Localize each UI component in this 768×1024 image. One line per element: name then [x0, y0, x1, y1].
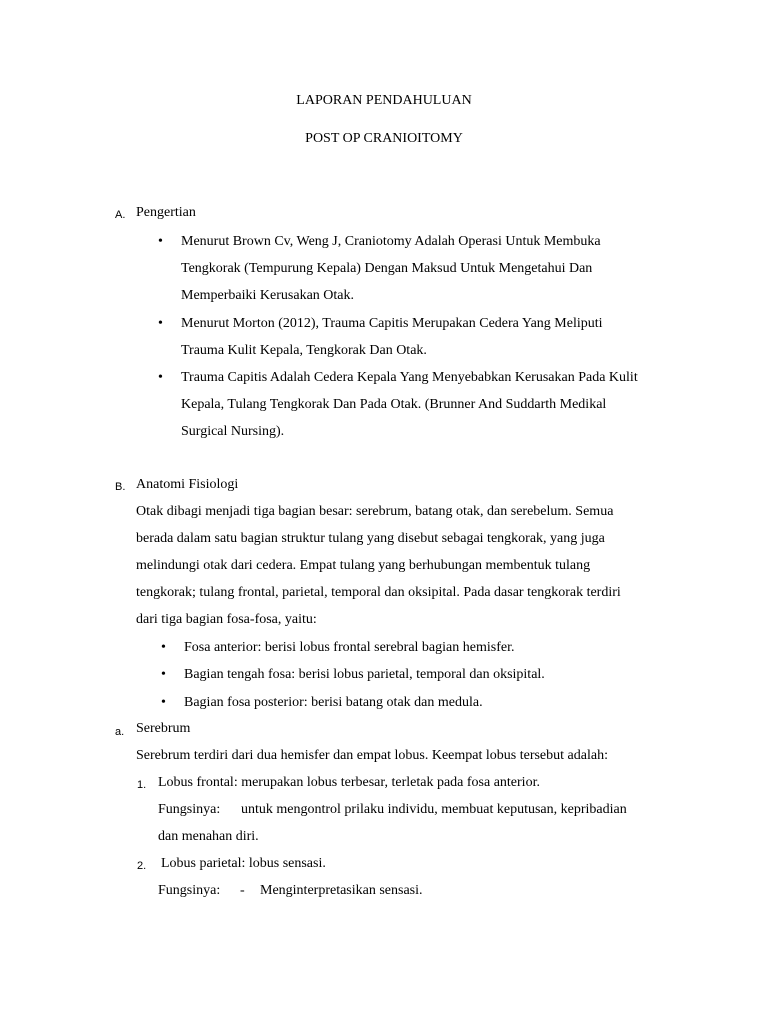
- lobus-parietal-function-dash: -: [240, 883, 245, 898]
- bullet-icon: •: [161, 695, 166, 710]
- section-a-item-2-line-1: Menurut Morton (2012), Trauma Capitis Merupakan Cedera Yang Meliputi: [181, 316, 603, 331]
- lobus-parietal-text: Lobus parietal: lobus sensasi.: [161, 856, 326, 871]
- section-b-paragraph-line-1: Otak dibagi menjadi tiga bagian besar: serebrum, batang otak, dan serebelum. Semua: [136, 504, 614, 519]
- bullet-icon: •: [158, 234, 163, 249]
- list-number-1: 1.: [137, 779, 147, 791]
- section-b-paragraph-line-5: dari tiga bagian fosa-fosa, yaitu:: [136, 612, 317, 627]
- bullet-icon: •: [158, 370, 163, 385]
- section-b-paragraph-line-3: melindungi otak dari cedera. Empat tulang yang berhubungan membentuk tulang: [136, 558, 591, 573]
- section-a-item-3-line-1: Trauma Capitis Adalah Cedera Kepala Yang Menyebabkan Kerusakan Pada Kulit: [181, 370, 638, 385]
- document-title: LAPORAN PENDAHULUAN: [296, 93, 472, 108]
- section-a-item-1-line-3: Memperbaiki Kerusakan Otak.: [181, 288, 354, 303]
- lobus-parietal-function-label: Fungsinya:: [158, 883, 221, 898]
- lobus-frontal-function-line-2: dan menahan diri.: [158, 829, 259, 844]
- section-a-heading: Pengertian: [136, 205, 196, 220]
- section-a-item-2-line-2: Trauma Kulit Kepala, Tengkorak Dan Otak.: [181, 343, 427, 358]
- section-b-paragraph-line-4: tengkorak; tulang frontal, parietal, temporal dan oksipital. Pada dasar tengkorak terdiri: [136, 585, 621, 600]
- lobus-parietal-function-line-1: Menginterpretasikan sensasi.: [260, 883, 423, 898]
- section-a-item-3-line-2: Kepala, Tulang Tengkorak Dan Pada Otak. (Brunner And Suddarth Medikal: [181, 397, 607, 412]
- bullet-icon: •: [161, 640, 166, 655]
- lobus-frontal-text: Lobus frontal: merupakan lobus terbesar, terletak pada fosa anterior.: [158, 775, 540, 790]
- section-b-bullet-2: Bagian tengah fosa: berisi lobus parietal, temporal dan oksipital.: [184, 667, 545, 682]
- section-b-bullet-1: Fosa anterior: berisi lobus frontal serebral bagian hemisfer.: [184, 640, 515, 655]
- bullet-icon: •: [158, 316, 163, 331]
- section-b-marker: B.: [115, 481, 126, 493]
- section-a-lower-marker: a.: [115, 726, 125, 738]
- section-a-item-1-line-1: Menurut Brown Cv, Weng J, Craniotomy Adalah Operasi Untuk Membuka: [181, 234, 601, 249]
- section-b-paragraph-line-2: berada dalam satu bagian struktur tulang yang disebut sebagai tengkorak, yang juga: [136, 531, 605, 546]
- document-subtitle: POST OP CRANIOITOMY: [305, 131, 463, 146]
- lobus-frontal-function-line-1: untuk mengontrol prilaku individu, membuat keputusan, kepribadian: [241, 802, 627, 817]
- list-number-2: 2.: [137, 860, 147, 872]
- section-a-lower-heading: Serebrum: [136, 721, 191, 736]
- bullet-icon: •: [161, 667, 166, 682]
- section-b-bullet-3: Bagian fosa posterior: berisi batang otak dan medula.: [184, 695, 483, 710]
- section-a-item-1-line-2: Tengkorak (Tempurung Kepala) Dengan Maksud Untuk Mengetahui Dan: [181, 261, 593, 276]
- section-a-item-3-line-3: Surgical Nursing).: [181, 424, 285, 439]
- lobus-frontal-function-label: Fungsinya:: [158, 802, 221, 817]
- section-a-marker: A.: [115, 209, 126, 221]
- section-a-lower-intro: Serebrum terdiri dari dua hemisfer dan empat lobus. Keempat lobus tersebut adalah:: [136, 748, 608, 763]
- section-b-heading: Anatomi Fisiologi: [136, 477, 239, 492]
